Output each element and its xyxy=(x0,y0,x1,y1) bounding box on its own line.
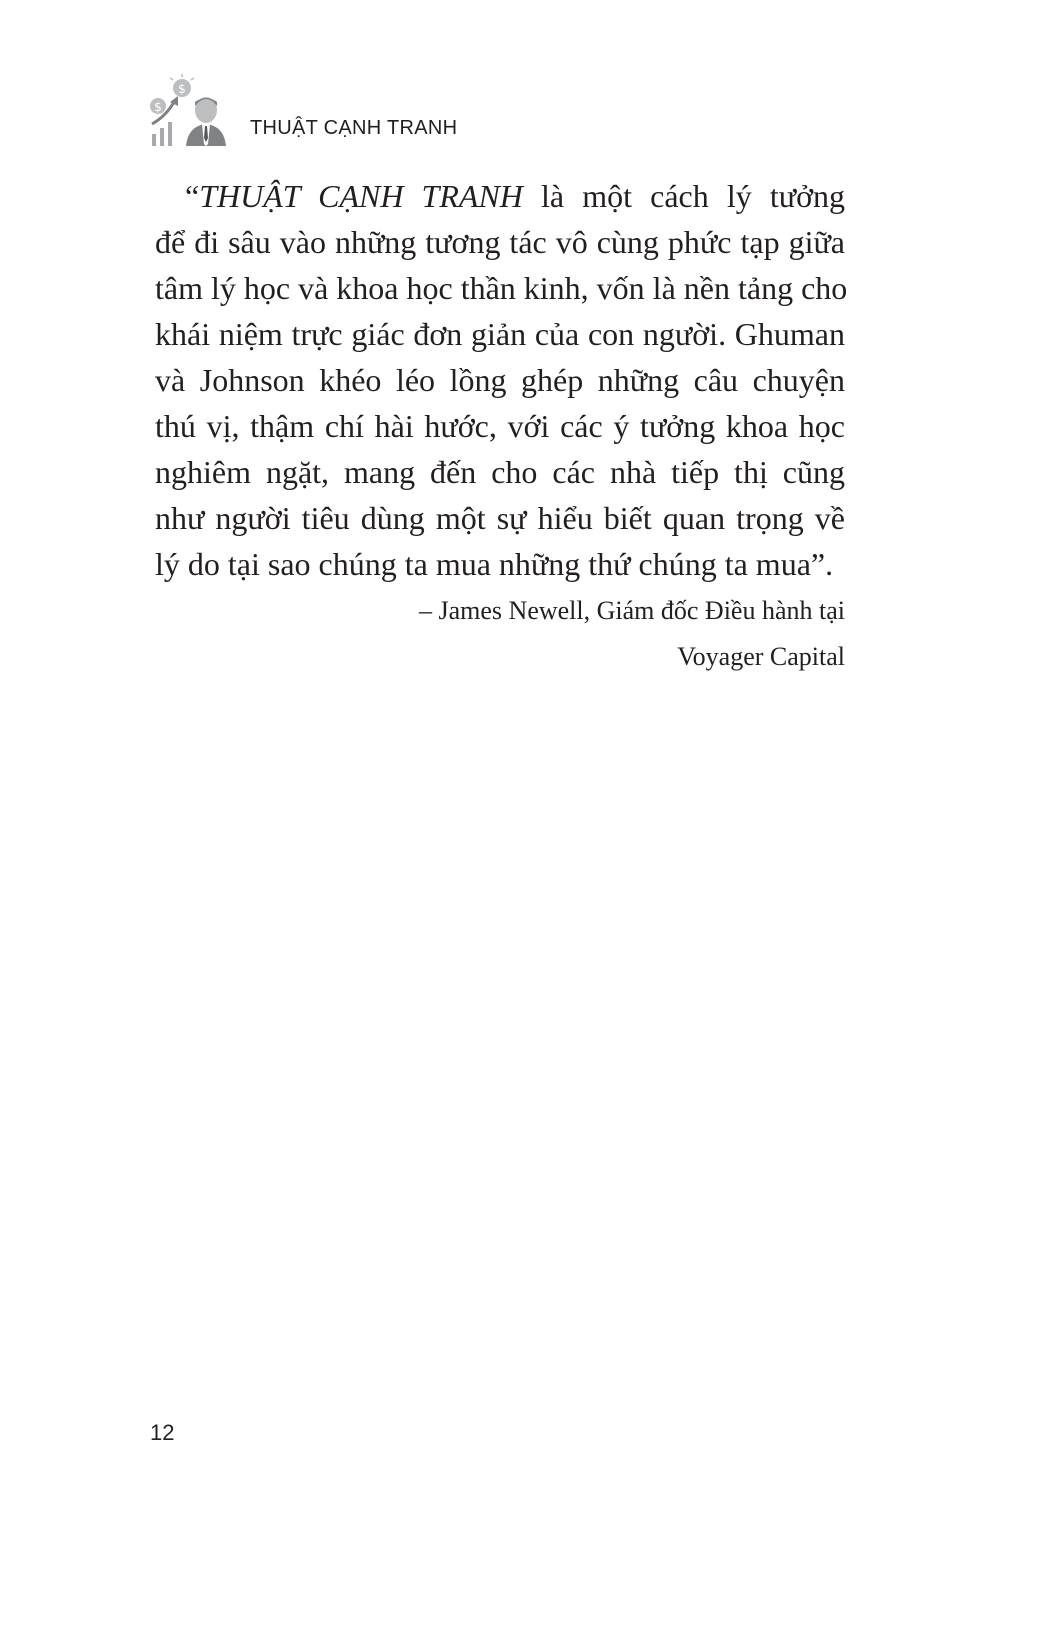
running-header-title: THUẬT CẠNH TRANH xyxy=(250,117,458,139)
attribution-company: Voyager Capital xyxy=(677,642,845,671)
quote-line: lý do tại sao chúng ta mua những thứ chúng ta mua”. xyxy=(155,546,834,582)
dollar-symbol: $ xyxy=(178,82,186,96)
quote-open-mark: “ xyxy=(185,178,200,214)
testimonial-quote xyxy=(155,173,848,587)
quote-line: để đi sâu vào những tương tác vô cùng phức tạp giữa xyxy=(155,224,845,260)
running-header xyxy=(148,72,457,152)
quote-line: khái niệm trực giác đơn giản của con người. Ghuman xyxy=(155,316,845,352)
book-title-italic: THUẬT CẠNH TRANH xyxy=(199,178,523,214)
quote-line xyxy=(155,173,845,219)
quote-line: tâm lý học và khoa học thần kinh, vốn là nền tảng cho xyxy=(155,270,848,306)
quote-line: thú vị, thậm chí hài hước, với các ý tưởng khoa học xyxy=(155,408,845,444)
quote-line: như người tiêu dùng một sự hiểu biết quan trọng về xyxy=(155,500,845,536)
quote-line-rest: là một cách lý tưởng xyxy=(522,178,846,214)
dollar-symbol: $ xyxy=(154,100,162,114)
page-number: 12 xyxy=(150,1420,175,1445)
business-growth-icon xyxy=(148,72,238,152)
quote-line: nghiêm ngặt, mang đến cho các nhà tiếp thị cũng xyxy=(155,454,845,490)
attribution-author: – James Newell, Giám đốc Điều hành tại xyxy=(419,596,845,625)
quote-attribution xyxy=(419,588,845,680)
quote-line: và Johnson khéo léo lồng ghép những câu chuyện xyxy=(155,362,845,398)
